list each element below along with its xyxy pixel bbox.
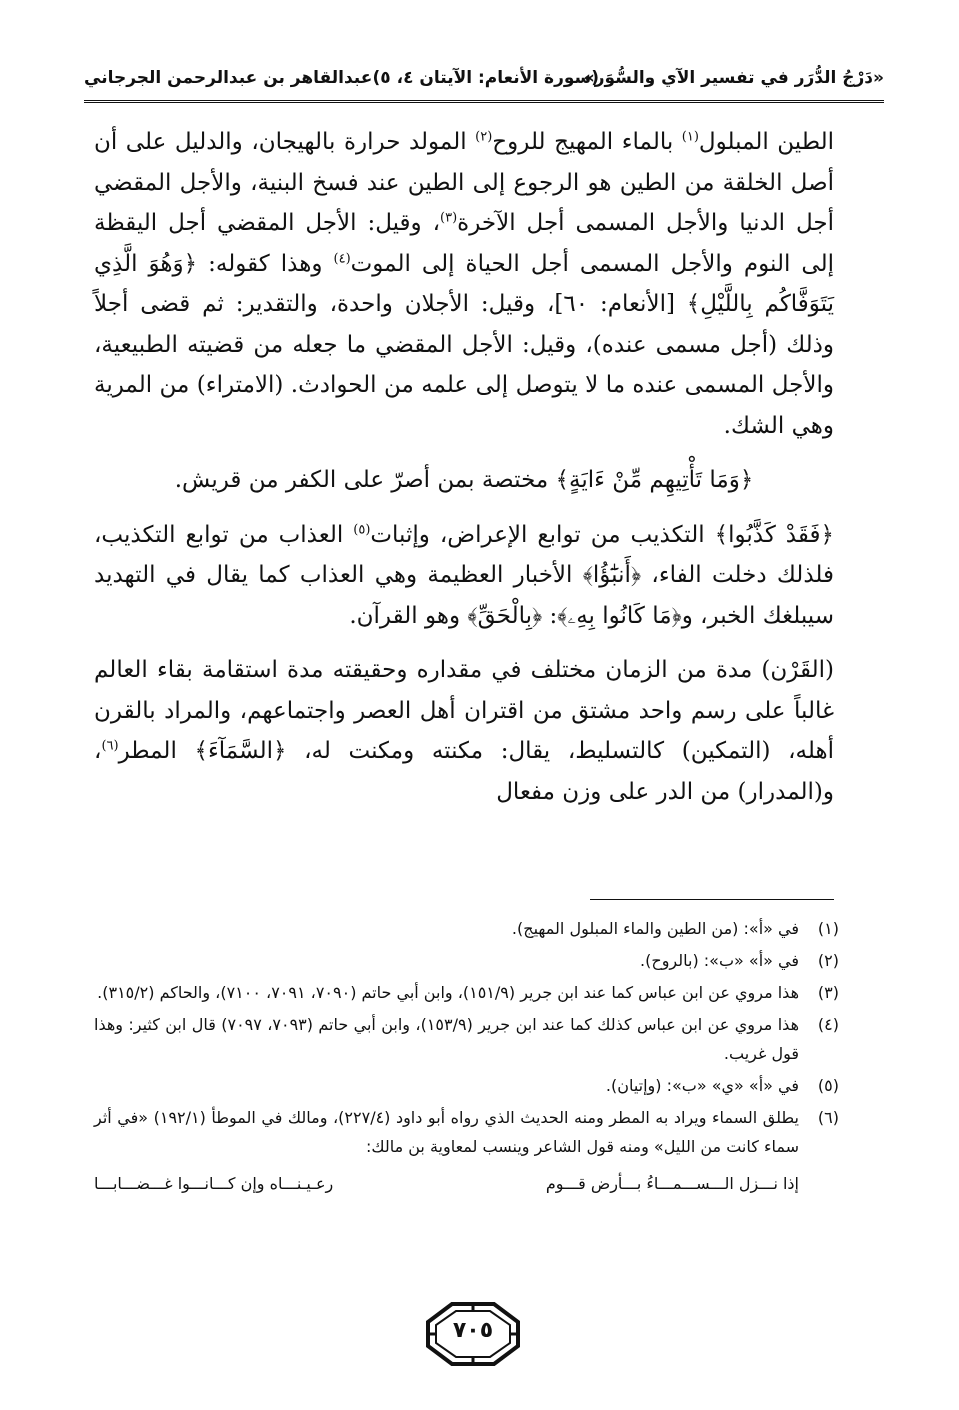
page-number-ornament bbox=[424, 1300, 522, 1368]
footnote-ref-4: (٤) bbox=[333, 250, 351, 266]
footnote-text: يطلق السماء ويراد به المطر ومنه الحديث الذي رواه أبو داود (٢٢٧/٤)، ومالك في الموطأ (١٩٢/١) «في أثر سماء كانت من الليل» ومنه قول الشاعر وينسب لمعاوية بن مالك: bbox=[94, 1108, 800, 1156]
footnote-ref-2: (٢) bbox=[475, 129, 493, 145]
footnote-ref-5: (٥) bbox=[353, 521, 371, 537]
footnote-2 bbox=[94, 946, 839, 975]
verse-second-hemistich: رعـيـنـــاه وإن كـــانـــوا غـــضـــابـــا bbox=[94, 1174, 334, 1193]
footnote-ref-6: (٦) bbox=[101, 738, 119, 754]
footnote-3 bbox=[94, 978, 839, 1007]
footnote-1 bbox=[94, 914, 839, 943]
footnote-number: (٥) bbox=[817, 1076, 839, 1095]
text-run: ، وقيل: الأجل المقضي أجل اليقظة إلى النوم والأجل المسمى أجل الحياة إلى الموت bbox=[94, 210, 834, 277]
footnote-5 bbox=[94, 1071, 839, 1100]
header-rule bbox=[84, 100, 884, 103]
main-text bbox=[94, 122, 834, 812]
footnote-number: (٣) bbox=[817, 983, 839, 1002]
surah-reference: (سورة الأنعام: الآيتان ٤، ٥) bbox=[372, 68, 599, 88]
footnotes bbox=[94, 914, 839, 1198]
footnote-text: في «أ»: (من الطين والماء المبلول المهيج). bbox=[511, 919, 799, 938]
text-run: المولد حرارة بالهيجان، والدليل على أن أصل الخلقة من الطين هو الرجوع إلى الطين عند فسخ البنية، والأجل المقضي أجل الدنيا والأجل المسمى أجل الآخرة bbox=[94, 129, 834, 236]
book-title: «دَرْجُ الدُّرَر في تفسير الآي والسُّوَر» bbox=[583, 68, 884, 88]
poetry-verse bbox=[94, 1169, 839, 1198]
footnote-text: في «أ» «ي» «ب»: (وإتيان). bbox=[605, 1076, 799, 1095]
text-run: العذاب من توابع التكذيب، فلذلك دخلت الفاء، ﴿أَنبَٰٓؤُا﴾ الأخبار العظيمة وهي العذاب كما يقال في التهديد سيبلغك الخبر، و﴿مَا كَانُوا بِهِۦ﴾: ﴿بِالْحَقِّ﴾ وهو القرآن. bbox=[94, 521, 834, 629]
footnote-ref-3: (٣) bbox=[440, 210, 458, 226]
footnote-text: في «أ» «ب»: (بالروح). bbox=[640, 951, 799, 970]
text-run: بالماء المهيج للروح bbox=[492, 129, 682, 155]
text-run: ، و(المدرار) من الدر على وزن مفعال bbox=[94, 738, 834, 805]
footnote-separator bbox=[590, 899, 834, 900]
footnote-6 bbox=[94, 1103, 839, 1161]
footnote-ref-1: (١) bbox=[681, 129, 699, 145]
text-run: ﴿فَقَدْ كَذَّبُوا﴾ التكذيب من توابع الإعراض، وإثبات bbox=[370, 521, 834, 548]
paragraph-2: ﴿وَمَا تَأْتِيهِم مِّنْ ءَايَةٍ﴾ مختصة بمن أصرّ على الكفر من قريش. bbox=[174, 467, 754, 493]
footnote-number: (٦) bbox=[817, 1108, 839, 1127]
footnote-4 bbox=[94, 1010, 839, 1068]
text-run: (القَرْن) مدة من الزمان مختلف في مقداره وحقيقته مدة استقامة بقاء العالم غالباً على رسم واحد مشتق من اقتران أهل العصر واجتماعهم، والمراد بالقرن أهله، (التمكين) كالتسليط، يقال: مكنته ومكنت له، ﴿السَّمَآءَ﴾ المطر bbox=[94, 657, 834, 764]
paragraph-3 bbox=[94, 515, 834, 637]
page-number: ٧٠٥ bbox=[452, 1318, 494, 1343]
footnote-number: (٤) bbox=[817, 1015, 839, 1034]
running-header bbox=[84, 62, 884, 96]
text-run: الطين المبلول bbox=[698, 129, 835, 155]
footnote-text: هذا مروي عن ابن عباس كذلك كما عند ابن جرير (١٥٣/٩)، وابن أبي حاتم (٧٠٩٣، ٧٠٩٧) قال ابن كثير: وهذا قول غريب. bbox=[94, 1015, 800, 1063]
paragraph-1 bbox=[94, 122, 834, 446]
paragraph-4 bbox=[94, 650, 834, 812]
verse-first-hemistich: إذا نـــزل الـــســـمـــاءُ بـــأرض قـــوم bbox=[545, 1174, 799, 1193]
footnote-number: (٢) bbox=[817, 951, 839, 970]
author-name: عبدالقاهر بن عبدالرحمن الجرجاني bbox=[84, 68, 373, 88]
text-run: وهذا كقوله: ﴿وَهُوَ الَّذِي يَتَوَفَّاكُم بِاللَّيْلِ﴾ [الأنعام: ٦٠]، وقيل: الأجلان واحدة، والتقدير: ثم قضى أجلاً وذلك (أجل مسمى عنده)، وقيل: الأجل المقضي ما جعله من قضيته الطبيعية، والأجل المسمى عنده ما لا يتوصل إلى علمه من الحوادث. (الامتراء) من المرية وهي الشك. bbox=[94, 250, 834, 439]
footnote-number: (١) bbox=[817, 919, 839, 938]
footnote-text: هذا مروي عن ابن عباس كما عند ابن جرير (١٥١/٩)، وابن أبي حاتم (٧٠٩٠، ٧٠٩١، ٧١٠٠)، والحاكم (٣١٥/٢). bbox=[97, 983, 799, 1002]
